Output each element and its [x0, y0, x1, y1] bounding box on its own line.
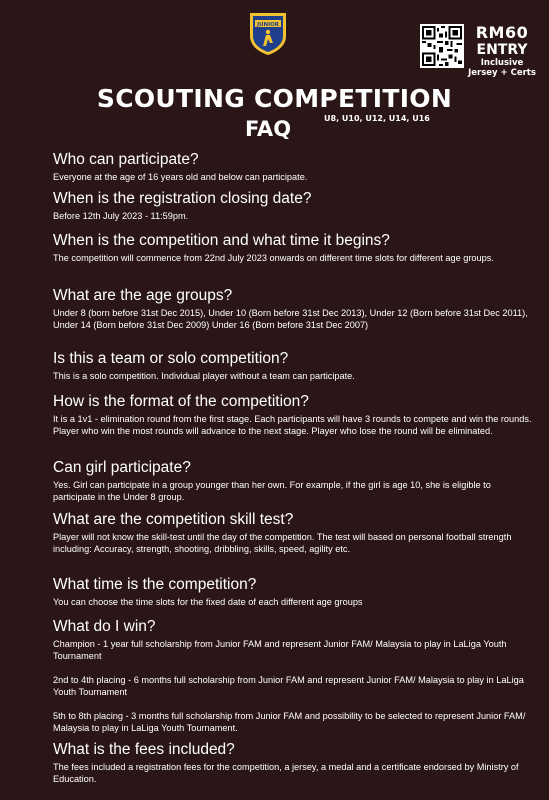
faq-question: When is the competition and what time it begins? — [53, 232, 390, 249]
logo-text: JUNIOR — [256, 21, 280, 28]
faq-answer: 2nd to 4th placing - 6 months full scholarship from Junior FAM and represent Junior FAM/ Malaysia to play in LaLiga Youth Tournament — [53, 675, 524, 697]
faq-answer: You can choose the time slots for the fixed date of each different age groups — [53, 597, 363, 607]
qr-code[interactable] — [420, 24, 464, 68]
faq-answer: Before 12th July 2023 - 11:59pm. — [53, 211, 189, 221]
faq-item — [53, 287, 533, 331]
faq-item — [53, 350, 533, 382]
faq-question: Who can participate? — [53, 151, 199, 168]
price-amount: RM60 — [475, 23, 529, 42]
faq-answer: The competition will commence from 22nd July 2023 onwards on different time slots for different age groups. — [53, 253, 494, 263]
faq-item — [53, 232, 533, 264]
faq-answer: It is a 1v1 - elimination round from the first stage. Each participants will have 3 rounds to compete and win the rounds. Player who win the most rounds will advance to the next stage. Player who lose the round will be eliminated. — [53, 414, 532, 436]
faq-question: Can girl participate? — [53, 459, 191, 476]
faq-question: What time is the competition? — [53, 576, 257, 593]
age-categories: U8, U10, U12, U14, U16 — [324, 114, 430, 123]
faq-answer: Champion - 1 year full scholarship from Junior FAM and represent Junior FAM/ Malaysia to play in LaLiga Youth Tournament — [53, 639, 507, 661]
faq-item — [53, 576, 533, 608]
faq-question: What do I win? — [53, 618, 156, 635]
faq-question: What are the competition skill test? — [53, 511, 294, 528]
faq-item — [53, 618, 533, 734]
faq-answer: Under 8 (born before 31st Dec 2015), Under 10 (Born before 31st Dec 2013), Under 12 (Born before 31st Dec 2011), Under 14 (Born before 31st Dec 2009) Under 16 (Born before 31st Dec 2007) — [53, 308, 528, 330]
faq-answer: This is a solo competition. Individual player without a team can participate. — [53, 371, 355, 381]
faq-answer: Everyone at the age of 16 years old and below can participate. — [53, 172, 308, 182]
junior-fam-logo — [247, 10, 289, 56]
faq-answer: 5th to 8th placing - 3 months full scholarship from Junior FAM and possibility to be selected to represent Junior FAM/ Malaysia to play in LaLiga Youth Tournament. — [53, 711, 526, 733]
entry-price-badge — [462, 24, 542, 78]
faq-question: How is the format of the competition? — [53, 393, 309, 410]
faq-item — [53, 190, 533, 222]
faq-answer: Yes. Girl can participate in a group younger than her own. For example, if the girl is age 10, she is eligible to participate in the Under 8 group. — [53, 480, 491, 502]
faq-heading: FAQ — [245, 117, 292, 141]
faq-question: When is the registration closing date? — [53, 190, 312, 207]
faq-answer: Player will not know the skill-test until the day of the competition. The test will based on personal football strength including: Accuracy, strength, shooting, dribbling, skills, speed, agility etc. — [53, 532, 512, 554]
faq-item — [53, 511, 533, 555]
faq-item — [53, 151, 533, 183]
faq-answer: The fees included a registration fees for the competition, a jersey, a medal and a certificate endorsed by Ministry of Education. — [53, 762, 519, 784]
faq-item — [53, 459, 533, 503]
entry-label: ENTRY — [476, 42, 528, 58]
faq-question: Is this a team or solo competition? — [53, 350, 289, 367]
faq-question: What are the age groups? — [53, 287, 233, 304]
page-title: SCOUTING COMPETITION — [96, 84, 453, 113]
inclusive-items: Jersey + Certs — [468, 68, 536, 78]
inclusive-label: Inclusive — [480, 58, 524, 68]
faq-item — [53, 741, 533, 785]
faq-question: What is the fees included? — [53, 741, 235, 758]
faq-item — [53, 393, 533, 437]
